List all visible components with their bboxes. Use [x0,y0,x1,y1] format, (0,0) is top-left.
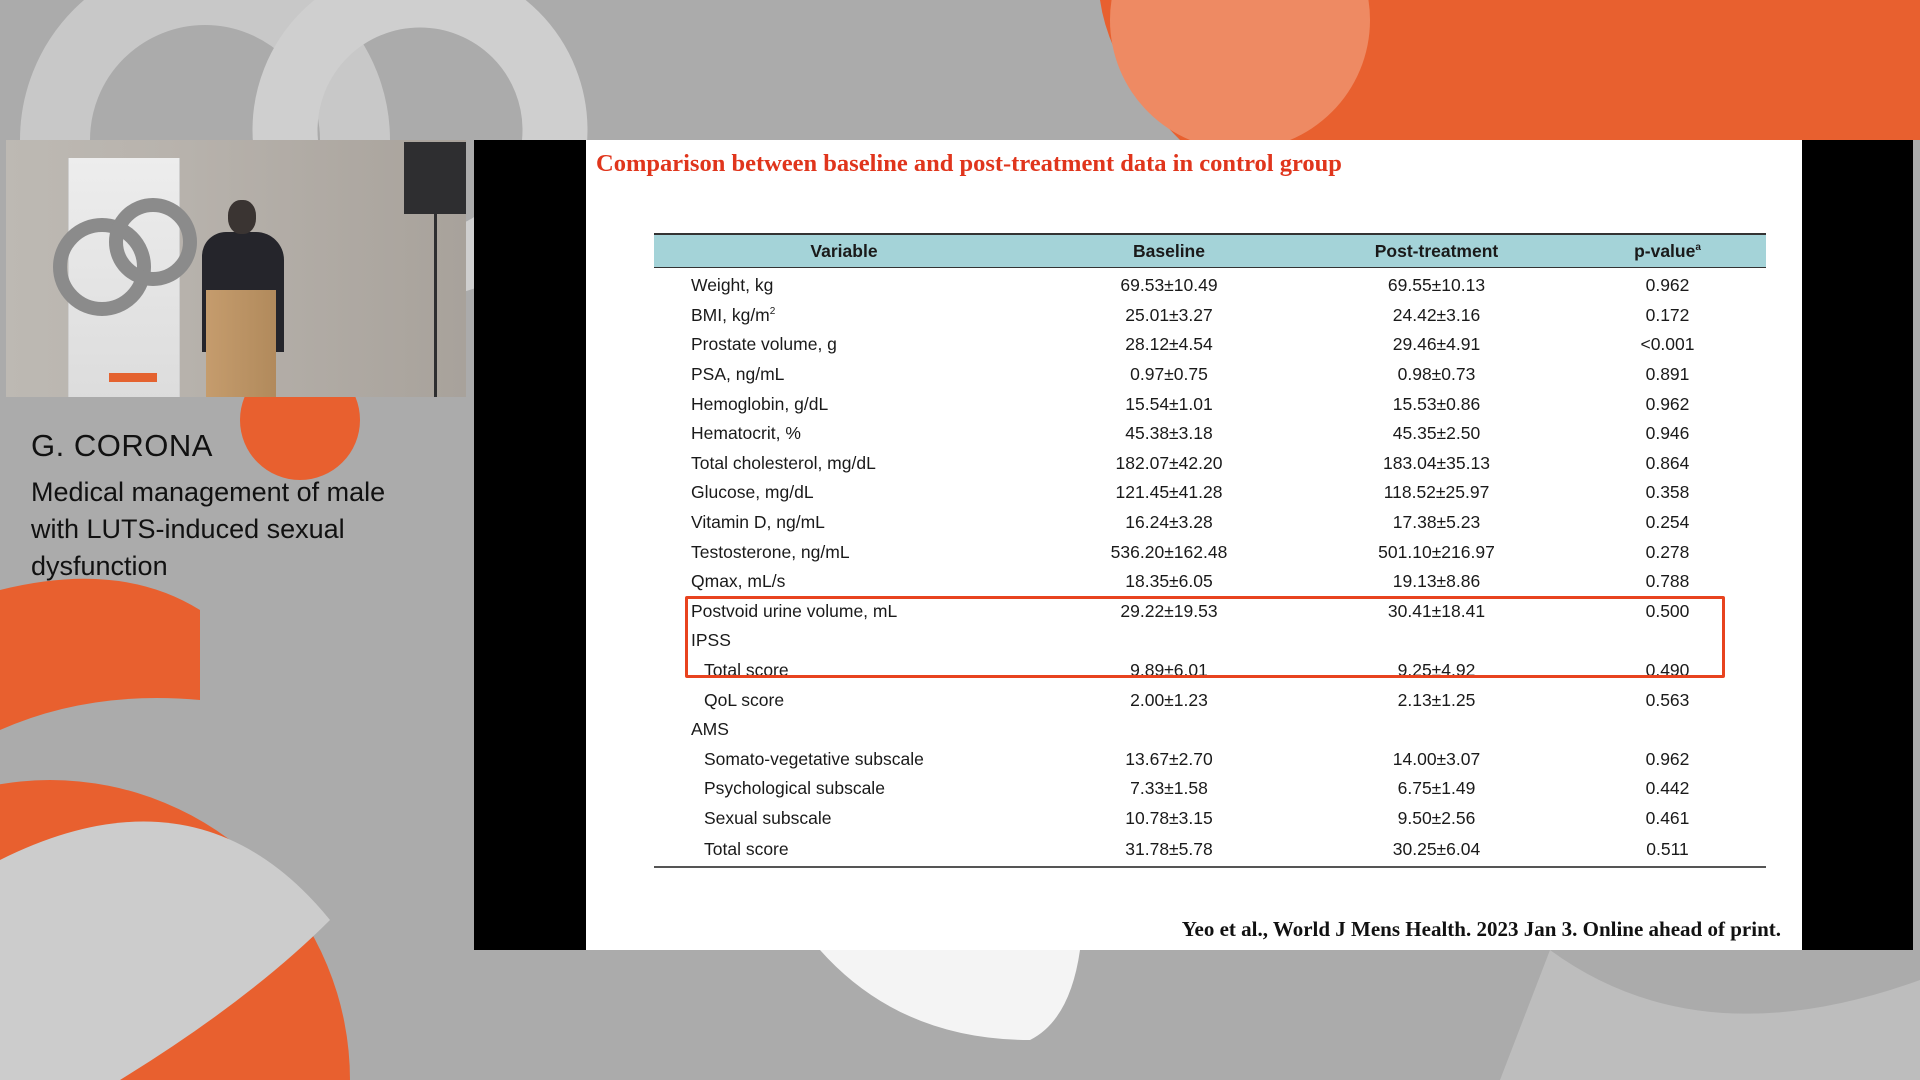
cell-baseline: 10.78±3.15 [1125,807,1213,828]
table-row [654,804,1766,834]
cell-post-treatment: 45.35±2.50 [1392,423,1481,444]
presentation-slide [586,140,1802,950]
cell-variable: PSA, ng/mL [691,364,785,385]
cell-post-treatment: 15.53±0.86 [1392,393,1481,414]
cell-p-value: <0.001 [1640,334,1695,355]
cell-baseline: 536.20±162.48 [1110,541,1228,562]
table-row [654,774,1766,804]
cell-variable: Qmax, mL/s [691,571,786,592]
cell-post-treatment: 14.00±3.07 [1392,748,1481,769]
cell-baseline: 16.24±3.28 [1125,512,1213,533]
cell-p-value: 0.563 [1645,689,1690,710]
cell-p-value: 0.962 [1645,275,1690,296]
cell-post-treatment: 183.04±35.13 [1383,452,1490,473]
cell-variable: Total score [704,660,789,681]
presenter-head [228,200,256,234]
citation: Yeo et al., World J Mens Health. 2023 Jan 3. Online ahead of print. [1181,917,1781,941]
cell-variable: Testosterone, ng/mL [691,541,850,562]
cell-variable: Weight, kg [691,275,774,296]
cell-post-treatment: 118.52±25.97 [1383,482,1490,503]
cell-baseline: 7.33±1.58 [1130,778,1208,799]
cell-p-value: 0.278 [1645,541,1690,562]
table-row [654,833,1766,867]
cell-p-value: 0.500 [1645,600,1690,621]
cell-post-treatment: 24.42±3.16 [1392,304,1481,325]
cell-variable: Hematocrit, % [691,423,801,444]
cell-baseline: 121.45±41.28 [1115,482,1223,503]
cell-baseline: 31.78±5.78 [1034,833,1304,867]
cell-baseline: 15.54±1.01 [1125,393,1213,414]
cell-post-treatment: 30.41±18.41 [1387,600,1486,621]
cell-baseline: 25.01±3.27 [1125,304,1213,325]
cell-variable: AMS [691,719,729,740]
cell-variable: Total cholesterol, mg/dL [691,452,876,473]
table-row [654,449,1766,479]
cell-post-treatment: 19.13±8.86 [1392,571,1481,592]
cell-p-value: 0.172 [1645,304,1690,325]
cell-variable: Hemoglobin, g/dL [691,393,829,414]
table-row [654,537,1766,567]
speaker-name: G. CORONA [31,428,213,463]
table-row [654,330,1766,360]
cell-p-value: 0.864 [1645,452,1690,473]
table-row [654,478,1766,508]
table-row [654,419,1766,449]
cell-post-treatment: 6.75±1.49 [1397,778,1476,799]
cell-p-value: 0.946 [1645,423,1690,444]
speaker-stand [434,214,437,397]
header-post-treatment: Post-treatment [1304,234,1569,268]
table-header-row [654,234,1766,268]
cell-baseline: 13.67±2.70 [1125,748,1213,769]
cell-post-treatment: 17.38±5.23 [1392,512,1481,533]
cell-p-value: 0.891 [1645,364,1690,385]
cell-variable: Somato-vegetative subscale [704,748,924,769]
cell-baseline: 69.53±10.49 [1120,275,1218,296]
speaker-video-feed [6,140,466,397]
cell-p-value: 0.511 [1569,833,1766,867]
table-row [654,360,1766,390]
cell-baseline: 45.38±3.18 [1125,423,1213,444]
cell-p-value: 0.490 [1645,660,1690,681]
cell-p-value: 0.461 [1645,807,1690,828]
cell-variable: Psychological subscale [704,778,885,799]
table-row [654,508,1766,538]
slide-title: Comparison between baseline and post-treatment data in control group [596,150,1342,177]
cell-variable: BMI, $kg/m^2$ [691,304,776,325]
header-baseline: Baseline [1034,234,1304,268]
comparison-table [654,233,1766,868]
podium [206,290,276,397]
cell-p-value: 0.962 [1645,393,1690,414]
cell-baseline: 28.12±4.54 [1125,334,1213,355]
slide-frame [474,140,1913,950]
cell-baseline: 2.00±1.23 [1130,689,1208,710]
cell-variable: Total score [654,833,1034,867]
cell-post-treatment [1304,715,1569,745]
event-banner-icon [68,158,180,397]
cell-baseline [1034,715,1304,745]
cell-p-value: 0.788 [1645,571,1690,592]
cell-baseline: 29.22±19.53 [1120,600,1218,621]
table-row [654,301,1766,331]
cell-post-treatment: 29.46±4.91 [1392,334,1481,355]
cell-variable: Prostate volume, g [691,334,837,355]
cell-baseline: 182.07±42.20 [1115,452,1223,473]
cell-baseline: 0.97±0.75 [1130,364,1208,385]
cell-post-treatment: 30.25±6.04 [1304,833,1569,867]
cell-post-treatment: 0.98±0.73 [1397,364,1476,385]
header-variable: Variable [654,234,1034,268]
cell-variable: Glucose, mg/dL [691,482,814,503]
talk-title: Medical management of male with LUTS-induced sexual dysfunction [31,477,386,581]
cell-post-treatment: 9.50±2.56 [1397,807,1476,828]
cell-post-treatment: 501.10±216.97 [1378,541,1495,562]
table-row [654,685,1766,715]
cell-baseline: 9.89±6.01 [1130,660,1208,681]
cell-variable: Sexual subscale [704,807,832,828]
loudspeaker-icon [404,142,466,214]
cell-p-value: 0.358 [1645,482,1690,503]
cell-variable: QoL score [704,689,785,710]
cell-variable: Vitamin D, ng/mL [691,512,825,533]
cell-variable: Postvoid urine volume, mL [691,600,898,621]
table-row [654,268,1766,301]
cell-post-treatment: 69.55±10.13 [1387,275,1486,296]
table-row [654,567,1766,597]
table-row [654,715,1766,745]
table-row [654,745,1766,775]
header-p-value: p-value$^a$ [1569,234,1766,268]
cell-post-treatment: 2.13±1.25 [1397,689,1476,710]
cell-post-treatment: 9.25±4.92 [1397,660,1476,681]
cell-p-value: 0.962 [1645,748,1690,769]
table-row [654,389,1766,419]
cell-baseline: 18.35±6.05 [1125,571,1213,592]
cell-variable: IPSS [691,630,731,651]
cell-p-value [1569,715,1766,745]
highlight-annotation-box [685,596,1725,678]
cell-p-value: 0.254 [1645,512,1690,533]
cell-p-value: 0.442 [1645,778,1690,799]
